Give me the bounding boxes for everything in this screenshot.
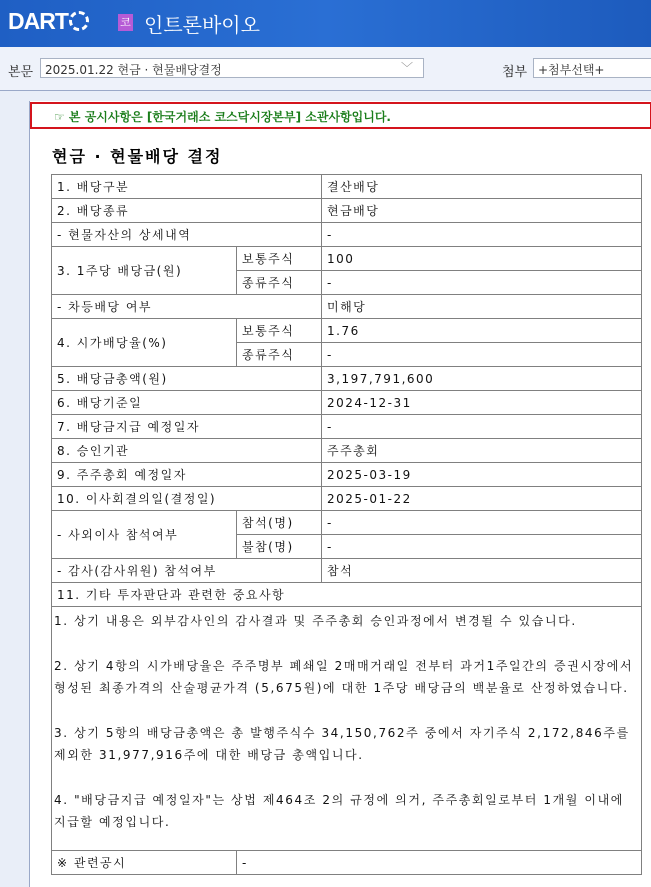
logo-text: DART bbox=[8, 8, 68, 34]
table-row bbox=[52, 583, 642, 607]
cell-value: - bbox=[237, 851, 642, 875]
header-bar bbox=[0, 0, 651, 47]
cell-value: 주주총회 bbox=[322, 439, 642, 463]
cell-sublabel: 불참(명) bbox=[237, 535, 322, 559]
page-title: 현금 · 현물배당 결정 bbox=[52, 147, 223, 166]
cell-value: 결산배당 bbox=[322, 175, 642, 199]
table-row bbox=[52, 851, 642, 875]
table-row bbox=[52, 559, 642, 583]
table-row bbox=[52, 223, 642, 247]
cell-sublabel: 보통주식 bbox=[237, 247, 322, 271]
kosdaq-badge: 코 bbox=[118, 14, 133, 31]
note-2: 2. 상기 4항의 시가배당율은 주주명부 폐쇄일 2매매거래일 전부터 과거1주일간의 증권시장에서 형성된 최종가격의 산술평균가격 (5,675원)에 대한 1주당 배당금의 백분율로 산정하였습니다. bbox=[54, 658, 634, 695]
cell-value: 100 bbox=[322, 247, 642, 271]
cell-label: 4. 시가배당율(%) bbox=[52, 319, 237, 367]
cell-label: 2. 배당종류 bbox=[52, 199, 322, 223]
cell-sublabel: 종류주식 bbox=[237, 343, 322, 367]
cell-label: - 감사(감사위원) 참석여부 bbox=[52, 559, 322, 583]
cell-value: 현금배당 bbox=[322, 199, 642, 223]
body-select[interactable] bbox=[40, 58, 424, 78]
cell-sublabel: 참석(명) bbox=[237, 511, 322, 535]
cell-label: 6. 배당기준일 bbox=[52, 391, 322, 415]
cell-value: 미해당 bbox=[322, 295, 642, 319]
cell-label: 7. 배당금지급 예정일자 bbox=[52, 415, 322, 439]
table-row bbox=[52, 415, 642, 439]
cell-label: 3. 1주당 배당금(원) bbox=[52, 247, 237, 295]
cell-label: 10. 이사회결의일(결정일) bbox=[52, 487, 322, 511]
note-3: 3. 상기 5항의 배당금총액은 총 발행주식수 34,150,762주 중에서 자기주식 2,172,846주를 제외한 31,977,916주에 대한 배당금 총액입니다. bbox=[54, 725, 630, 762]
company-name: 인트론바이오 bbox=[144, 13, 260, 37]
table-row bbox=[52, 487, 642, 511]
cell-value: 2025-01-22 bbox=[322, 487, 642, 511]
cell-value: - bbox=[322, 343, 642, 367]
cell-label: 1. 배당구분 bbox=[52, 175, 322, 199]
cell-label: - 사외이사 참석여부 bbox=[52, 511, 237, 559]
table-row bbox=[52, 463, 642, 487]
cell-value: 1.76 bbox=[322, 319, 642, 343]
notes-cell bbox=[52, 607, 642, 851]
cell-value: 2025-03-19 bbox=[322, 463, 642, 487]
table-row bbox=[52, 511, 642, 535]
cell-sublabel: 종류주식 bbox=[237, 271, 322, 295]
toolbar bbox=[0, 47, 651, 91]
cell-value: - bbox=[322, 415, 642, 439]
cell-value: - bbox=[322, 511, 642, 535]
cell-value: 3,197,791,600 bbox=[322, 367, 642, 391]
cell-label: 9. 주주총회 예정일자 bbox=[52, 463, 322, 487]
cell-label: ※ 관련공시 bbox=[52, 851, 237, 875]
table-row bbox=[52, 391, 642, 415]
cell-value: - bbox=[322, 535, 642, 559]
cell-label: - 차등배당 여부 bbox=[52, 295, 322, 319]
table-row bbox=[52, 247, 642, 271]
cell-value: 2024-12-31 bbox=[322, 391, 642, 415]
dividend-table bbox=[51, 174, 642, 875]
body-label: 본문 bbox=[8, 65, 34, 80]
table-row bbox=[52, 295, 642, 319]
note-4: 4. "배당금지급 예정일자"는 상법 제464조 2의 규정에 의거, 주주총회일로부터 1개월 이내에 지급할 예정입니다. bbox=[54, 792, 624, 829]
attach-select[interactable]: +첨부선택+ bbox=[533, 58, 651, 78]
notice-banner: ☞ 본 공시사항은 [한국거래소 코스닥시장본부] 소관사항입니다. bbox=[30, 102, 651, 129]
cell-value: 참석 bbox=[322, 559, 642, 583]
attach-label: 첨부 bbox=[502, 65, 528, 80]
table-row bbox=[52, 367, 642, 391]
document-frame bbox=[29, 101, 651, 887]
dart-logo[interactable] bbox=[8, 8, 89, 35]
cell-sublabel: 보통주식 bbox=[237, 319, 322, 343]
table-row bbox=[52, 439, 642, 463]
chevron-down-icon: ﹀ bbox=[400, 61, 413, 75]
cell-value: - bbox=[322, 223, 642, 247]
table-row bbox=[52, 199, 642, 223]
body-select-value: 2025.01.22 현금 · 현물배당결정 bbox=[45, 63, 222, 77]
note-1: 1. 상기 내용은 외부감사인의 감사결과 및 주주총회 승인과정에서 변경될 수 있습니다. bbox=[54, 614, 577, 628]
logo-circle-icon bbox=[69, 11, 89, 31]
cell-label: 11. 기타 투자판단과 관련한 중요사항 bbox=[52, 583, 642, 607]
table-row bbox=[52, 319, 642, 343]
cell-label: 5. 배당금총액(원) bbox=[52, 367, 322, 391]
cell-label: 8. 승인기관 bbox=[52, 439, 322, 463]
table-row bbox=[52, 607, 642, 851]
cell-value: - bbox=[322, 271, 642, 295]
cell-label: - 현물자산의 상세내역 bbox=[52, 223, 322, 247]
table-row bbox=[52, 175, 642, 199]
